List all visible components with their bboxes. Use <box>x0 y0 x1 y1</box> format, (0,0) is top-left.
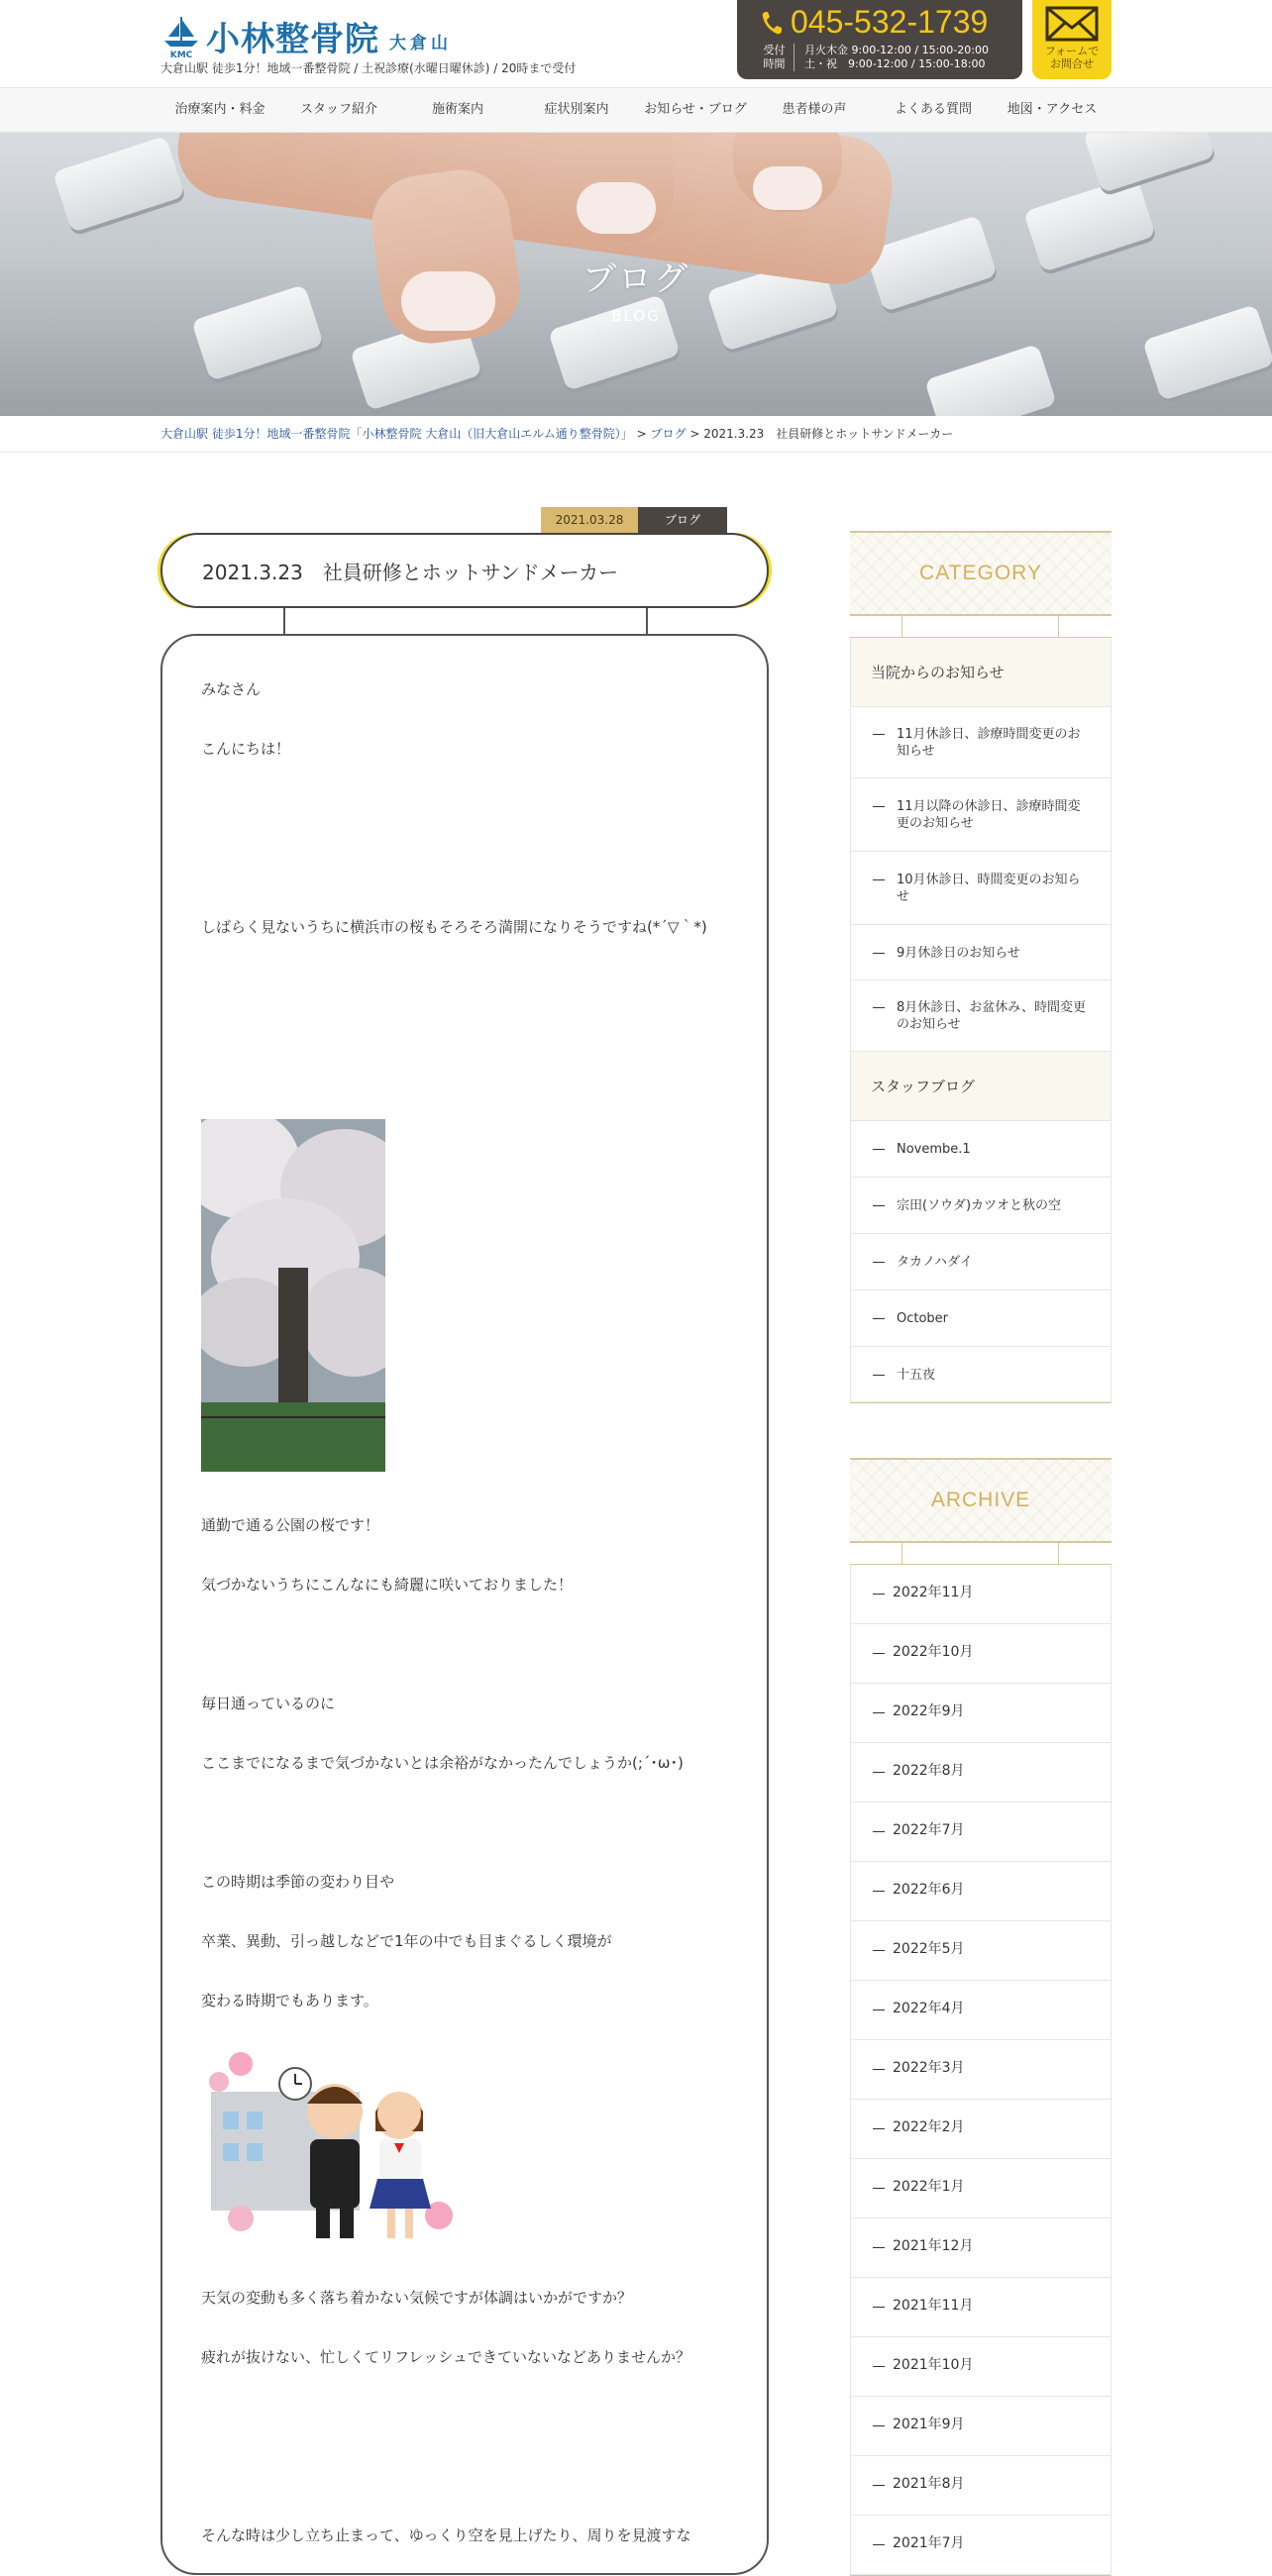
archive-item-label: 2022年5月 <box>893 1941 965 1957</box>
category-item-label: 9月休診日のお知らせ <box>897 946 1020 961</box>
article-paragraph: 卒業、異動、引っ越しなどで1年の中でも目まぐるしく環境が <box>201 1932 612 1950</box>
archive-item[interactable] <box>851 2100 1111 2159</box>
hours-label-2: 時間 <box>763 57 786 70</box>
sidebar-head-legs <box>850 1543 1112 1565</box>
logo-name: 小林整骨院 <box>206 20 379 59</box>
category-item-label: 11月以降の休診日、診療時間変更のお知らせ <box>897 799 1081 831</box>
archive-item[interactable] <box>851 2040 1111 2100</box>
header-tagline: 大倉山駅 徒歩1分！地域一番整骨院 / 土祝診療(水曜日曜休診) / 20時まで受付 <box>160 61 577 75</box>
article-paragraph: みなさん <box>201 680 262 698</box>
site-header <box>0 0 1272 87</box>
breadcrumb-current: 2021.3.23 社員研修とホットサンドメーカー <box>703 427 954 441</box>
category-item[interactable] <box>851 1121 1111 1178</box>
hero-nail <box>753 166 822 210</box>
hours-line-1: 月火木金 9:00-12:00 / 15:00-20:00 <box>804 44 989 56</box>
archive-item[interactable] <box>851 1921 1111 1981</box>
mail-icon <box>1045 6 1099 42</box>
archive-item[interactable] <box>851 2159 1111 2218</box>
archive-item[interactable] <box>851 2456 1111 2516</box>
article-paragraph: 通勤で通る公園の桜です！ <box>201 1516 380 1534</box>
category-item[interactable] <box>851 778 1111 852</box>
tel-number[interactable] <box>761 4 988 41</box>
form-label-2: お問合せ <box>1050 57 1094 70</box>
archive-item[interactable] <box>851 1684 1111 1743</box>
title-connector <box>283 608 285 636</box>
nav-item-news-blog[interactable]: お知らせ・ブログ <box>644 102 747 117</box>
archive-item-label: 2021年11月 <box>893 2298 974 2314</box>
phone-icon <box>761 10 783 36</box>
archive-item[interactable] <box>851 2278 1111 2337</box>
nav-item-staff[interactable]: スタッフ紹介 <box>299 102 377 117</box>
archive-item[interactable] <box>851 1862 1111 1921</box>
category-item-label: Novembe.1 <box>897 1142 971 1157</box>
tel-box[interactable] <box>737 0 1022 79</box>
archive-item-label: 2022年4月 <box>893 2001 965 2016</box>
page-hero <box>0 133 1272 416</box>
category-item-label: タカノハダイ <box>897 1255 973 1270</box>
nav-item-access[interactable]: 地図・アクセス <box>1007 102 1098 117</box>
category-item[interactable] <box>851 852 1111 925</box>
archive-item-label: 2021年8月 <box>893 2476 965 2492</box>
category-group-notice[interactable]: 当院からのお知らせ <box>851 638 1111 707</box>
logo-sub: 大倉山 <box>389 34 452 53</box>
divider <box>0 452 1272 453</box>
hero-key <box>53 136 185 233</box>
archive-item-label: 2021年7月 <box>893 2535 965 2551</box>
article-paragraph: しばらく見ないうちに横浜市の桜もそろそろ満開になりそうですね(*´▽｀*) <box>201 918 707 936</box>
category-item[interactable] <box>851 1178 1111 1234</box>
nav-item-faq[interactable]: よくある質問 <box>894 102 972 117</box>
archive-item-label: 2021年9月 <box>893 2417 965 2432</box>
nav-item-treatment-guide[interactable]: 施術案内 <box>431 102 483 117</box>
page-title: ブログ <box>583 259 689 299</box>
archive-item[interactable] <box>851 1981 1111 2040</box>
archive-item-label: 2022年6月 <box>893 1882 965 1898</box>
archive-item-label: 2022年8月 <box>893 1763 965 1779</box>
hero-key <box>1083 133 1216 193</box>
nav-item-treatment-fees[interactable]: 治療案内・料金 <box>174 102 265 117</box>
archive-item[interactable] <box>851 2218 1111 2278</box>
article-title-box <box>160 533 769 608</box>
archive-item-label: 2021年10月 <box>893 2357 974 2373</box>
category-item[interactable] <box>851 925 1111 980</box>
category-item[interactable] <box>851 980 1111 1052</box>
article-category[interactable]: ブログ <box>638 507 727 533</box>
article-paragraph: 疲れが抜けない、忙しくてリフレッシュできていないなどありませんか？ <box>201 2348 690 2366</box>
article-paragraph: 毎日通っているのに <box>201 1695 336 1712</box>
photo-fence <box>201 1416 385 1418</box>
archive-item[interactable] <box>851 1743 1111 1803</box>
sidebar-archive <box>850 1458 1112 2576</box>
article-paragraph: 天気の変動も多く落ち着かない気候ですが体調はいかがですか？ <box>201 2289 633 2307</box>
archive-item[interactable] <box>851 1624 1111 1684</box>
nav-item-symptoms[interactable]: 症状別案内 <box>544 102 609 117</box>
category-list <box>850 638 1112 1403</box>
archive-item[interactable] <box>851 2337 1111 2397</box>
nav-item-voices[interactable]: 患者様の声 <box>782 102 847 117</box>
archive-list <box>850 1565 1112 2576</box>
hours-line-2: 土・祝 9:00-12:00 / 15:00-18:00 <box>804 57 986 70</box>
article-paragraph: 変わる時期でもあります。 <box>201 1992 378 2009</box>
hours-label-1: 受付 <box>763 44 786 56</box>
category-item-label: 十五夜 <box>897 1368 936 1383</box>
sidebar-category <box>850 531 1112 1403</box>
cherry-blossom-photo <box>201 1119 385 1472</box>
title-connector <box>646 608 648 636</box>
archive-item-label: 2022年10月 <box>893 1644 974 1660</box>
breadcrumb-home[interactable]: 大倉山駅 徒歩1分！地域一番整骨院「小林整骨院 大倉山（旧大倉山エルム通り整骨院）」 <box>160 427 633 441</box>
category-item[interactable] <box>851 707 1111 778</box>
category-item-label: 宗田(ソウダ)カツオと秋の空 <box>897 1198 1062 1213</box>
article-paragraph: この時期は季節の変わり目や <box>201 1873 395 1891</box>
hours-lines <box>804 44 989 71</box>
breadcrumb-blog[interactable]: ブログ <box>650 427 687 441</box>
students-illustration <box>201 2052 461 2250</box>
photo-grass <box>201 1402 385 1472</box>
archive-item-label: 2022年3月 <box>893 2060 965 2076</box>
site-logo[interactable] <box>160 12 452 60</box>
category-item[interactable] <box>851 1234 1111 1290</box>
hero-key <box>924 344 1057 416</box>
archive-item[interactable] <box>851 2516 1111 2575</box>
category-item-label: October <box>897 1311 949 1326</box>
article-date: 2021.03.28 <box>541 507 638 533</box>
archive-item-label: 2022年9月 <box>893 1703 965 1719</box>
article-paragraph: こんにちは！ <box>201 740 291 758</box>
archive-item-label: 2022年11月 <box>893 1585 974 1600</box>
archive-item-label: 2022年2月 <box>893 2119 965 2135</box>
tel-hours <box>761 44 989 71</box>
tel-number-text: 045-532-1739 <box>791 4 989 40</box>
article-meta <box>541 507 727 533</box>
archive-item[interactable] <box>851 1565 1111 1624</box>
sidebar-category-title: CATEGORY <box>850 531 1112 616</box>
category-item[interactable] <box>851 1347 1111 1402</box>
logo-mark-text: KMC <box>169 50 193 58</box>
archive-item-label: 2021年12月 <box>893 2238 974 2254</box>
article-paragraph: 気づかないうちにこんなにも綺麗に咲いておりました！ <box>201 1576 574 1594</box>
article-paragraph: そんな時は少し立ち止まって、ゆっくり空を見上げたり、周りを見渡すな <box>201 2526 691 2544</box>
hours-label <box>761 44 795 71</box>
breadcrumb <box>160 416 953 452</box>
global-nav <box>0 87 1272 133</box>
archive-item[interactable] <box>851 1803 1111 1862</box>
archive-item-label: 2022年7月 <box>893 1822 965 1838</box>
category-item[interactable] <box>851 1290 1111 1347</box>
page-subtitle: BLOG <box>611 307 661 325</box>
sidebar-head-legs <box>850 616 1112 638</box>
breadcrumb-sep: > <box>686 427 704 441</box>
breadcrumb-sep: > <box>632 427 651 441</box>
form-label-1: フォームで <box>1044 45 1100 57</box>
category-item-label: 10月休診日、時間変更のお知らせ <box>897 873 1081 904</box>
archive-item-label: 2022年1月 <box>893 2179 965 2195</box>
category-item-label: 11月休診日、診療時間変更のお知らせ <box>897 727 1081 759</box>
sidebar-archive-title: ARCHIVE <box>850 1458 1112 1543</box>
hero-nail <box>577 182 656 234</box>
ship-logo-icon <box>160 15 202 58</box>
category-group-staff-blog[interactable]: スタッフブログ <box>851 1052 1111 1121</box>
category-item-label: 8月休診日、お盆休み、時間変更のお知らせ <box>897 1000 1087 1032</box>
article-title: 2021.3.23 社員研修とホットサンドメーカー <box>202 561 619 584</box>
contact-form-button[interactable] <box>1032 0 1112 79</box>
article-paragraph: ここまでになるまで気づかないとは余裕がなかったんでしょうか(;´･ω･) <box>201 1754 684 1772</box>
archive-item[interactable] <box>851 2397 1111 2456</box>
